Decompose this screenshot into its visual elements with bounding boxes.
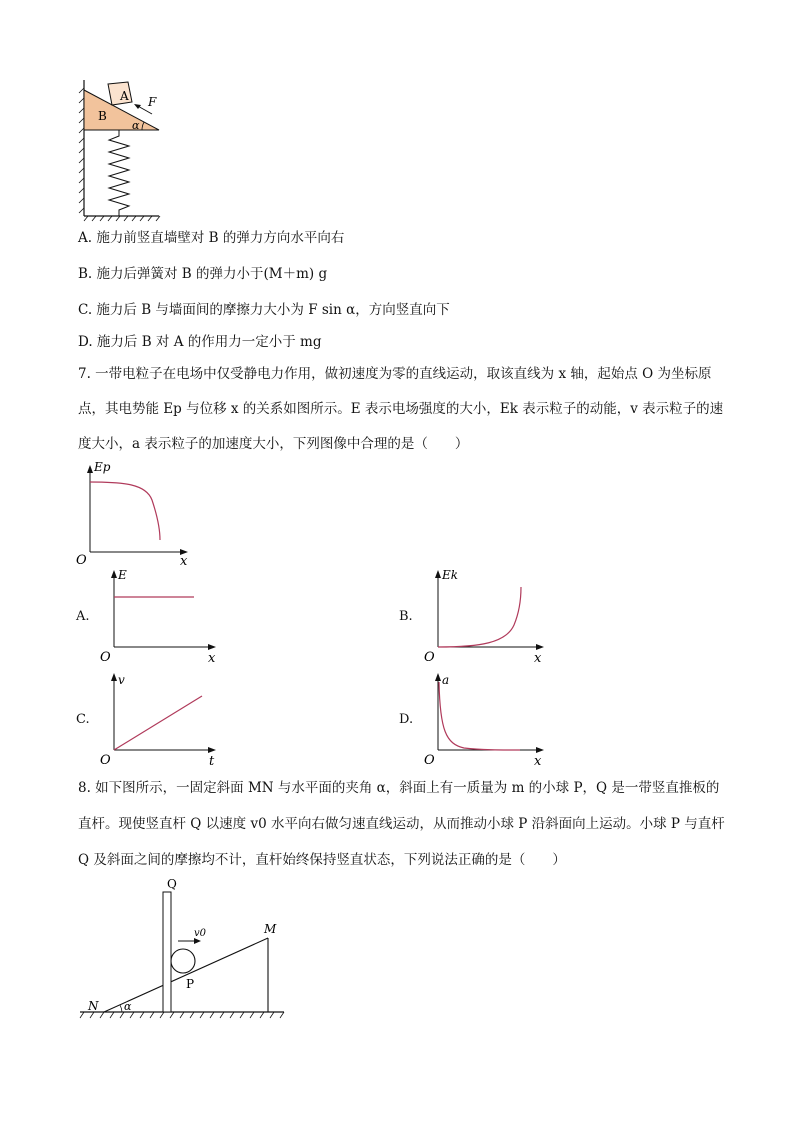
x-axis-label: x	[180, 554, 188, 568]
x-axis-label: t	[209, 754, 215, 768]
ball-p	[171, 949, 195, 973]
option-6c: C. 施力后 B 与墙面间的摩擦力大小为 F sin α，方向竖直向下	[78, 302, 450, 318]
option-7a-label: A.	[76, 609, 90, 624]
graph-option-d	[420, 670, 550, 768]
x-axis-label: x	[534, 754, 542, 768]
graph-option-c	[96, 670, 221, 768]
option-7d-label: D.	[399, 712, 414, 727]
origin-label: O	[100, 753, 111, 768]
option-6a: A. 施力前竖直墙壁对 B 的弹力方向水平向右	[78, 230, 345, 246]
q7-line-2: 点，其电势能 Ep 与位移 x 的关系如图所示。E 表示电场强度的大小，Ek 表示粒子的动能，v 表示粒子的速	[78, 401, 724, 417]
q8-line-3: Q 及斜面之间的摩擦均不计，直杆始终保持竖直状态，下列说法正确的是（ ）	[78, 852, 566, 868]
q8-line-2: 直杆。现使竖直杆 Q 以速度 v0 水平向右做匀速直线运动，从而推动小球 P 沿斜面向上运动。小球 P 与直杆	[78, 816, 725, 832]
origin-label: O	[424, 753, 435, 768]
y-axis-label: E	[118, 568, 127, 582]
q8-line-1: 8. 如下图所示，一固定斜面 MN 与水平面的夹角 α，斜面上有一质量为 m 的小球 P，Q 是一带竖直推板的	[78, 780, 720, 796]
option-6b: B. 施力后弹簧对 B 的弹力小于(M＋m) g	[78, 266, 328, 282]
x-axis-label: x	[534, 651, 542, 665]
label-n: N	[88, 999, 99, 1013]
figure-q8-incline	[74, 872, 289, 1024]
v-line	[114, 696, 202, 750]
label-v0: v0	[194, 928, 207, 939]
y-axis-label: Ep	[94, 460, 111, 474]
option-7b-label: B.	[399, 609, 413, 624]
graph-option-a	[96, 567, 221, 665]
spring	[109, 130, 129, 216]
option-6d: D. 施力后 B 对 A 的作用力一定小于 mg	[78, 334, 322, 350]
label-f: F	[148, 95, 157, 109]
origin-label: O	[76, 553, 87, 568]
figure-q6-spring-blocks	[74, 78, 174, 223]
q7-line-1: 7. 一带电粒子在电场中仅受静电力作用，做初速度为零的直线运动，取该直线为 x 轴，起始点 O 为坐标原	[78, 366, 712, 382]
y-axis-label: v	[118, 673, 125, 687]
origin-label: O	[424, 650, 435, 665]
label-alpha: α	[132, 119, 140, 132]
graph-ep-x	[74, 460, 199, 568]
rod-q	[163, 892, 171, 1012]
y-axis-label: a	[442, 673, 450, 687]
graph-option-b	[420, 567, 550, 665]
q7-line-3: 度大小，a 表示粒子的加速度大小，下列图像中合理的是（ ）	[78, 436, 469, 452]
a-curve	[439, 682, 520, 750]
label-p: P	[186, 977, 195, 991]
origin-label: O	[100, 650, 111, 665]
ek-curve	[438, 587, 521, 647]
label-a: A	[120, 89, 129, 103]
label-q: Q	[167, 877, 177, 891]
label-m: M	[264, 922, 277, 936]
label-b: B	[98, 109, 107, 123]
ep-curve	[90, 482, 160, 540]
x-axis-label: x	[208, 651, 216, 665]
y-axis-label: Ek	[442, 568, 459, 582]
option-7c-label: C.	[76, 712, 90, 727]
label-alpha: α	[124, 1000, 132, 1013]
